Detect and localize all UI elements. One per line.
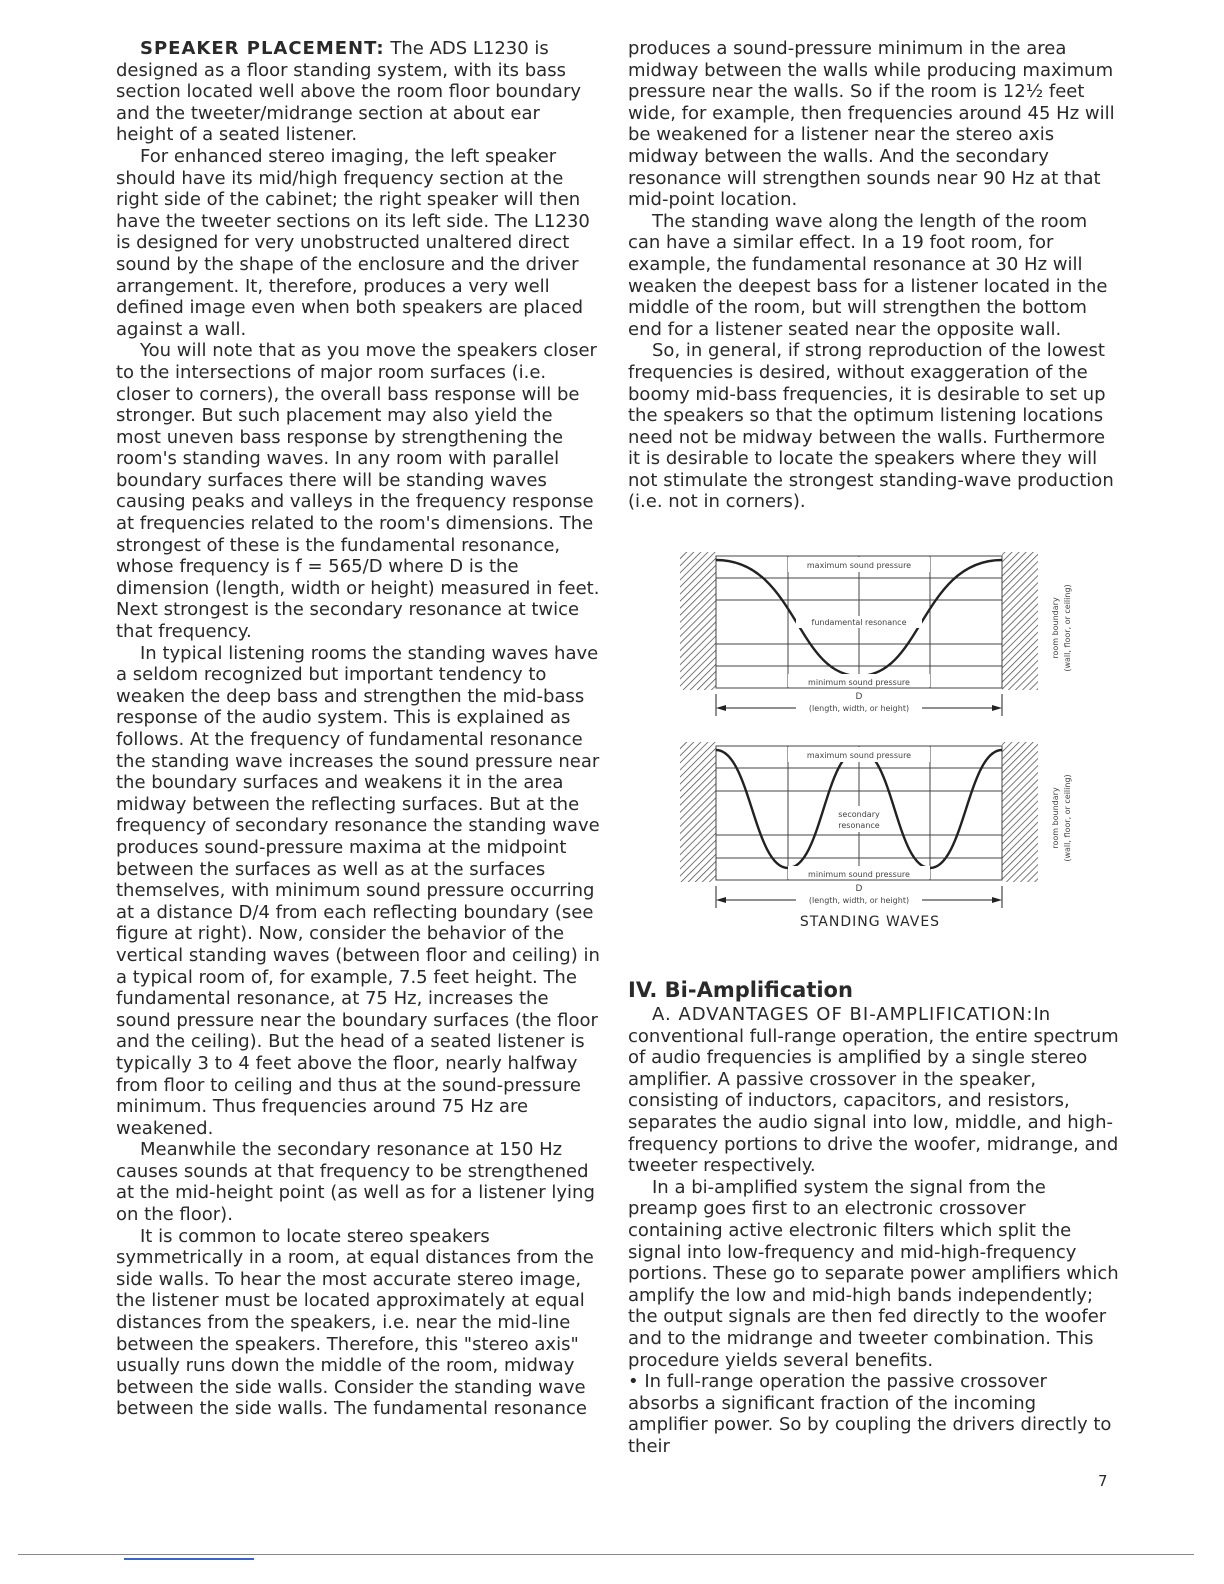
- left-wall-hatch: [680, 552, 716, 690]
- paragraph: Meanwhile the secondary resonance at 150 Hz causes sounds at that frequency to be strengthened at the mid-height point (as well as for a listener lying on the floor).: [116, 1139, 595, 1226]
- boundary-type-label: (wall, floor, or ceiling): [1063, 584, 1072, 672]
- right-wall-hatch: [1002, 742, 1038, 882]
- paragraph-advantages: A. ADVANTAGES OF BI-AMPLIFICATION:In conventional full-range operation, the entire spectrum of audio frequencies is amplified by a single stereo amplifier. A passive crossover in the speaker, consisting of inductors, capacitors, and resistors, separates the audio signal into low, middle, and high-frequency portions to drive the woofer, midrange, and tweeter respectively.: [628, 1004, 1119, 1177]
- dimension-d-label: D: [855, 692, 863, 702]
- paragraph: In a bi-amplified system the signal from the preamp goes first to an electronic crossover containing active electronic filters which split the signal into low-frequency and mid-high-frequency portions. These go to separate power amplifiers which amplify the low and mid-high bands independently; the output signals are then fed directly to the woofer and to the midrange and tweeter combination. This procedure yields several benefits.: [628, 1176, 1119, 1371]
- standing-wave-fundamental-diagram: [676, 548, 1076, 718]
- left-column: [116, 38, 600, 1420]
- section-lead-speaker-placement: SPEAKER PLACEMENT:: [140, 38, 385, 59]
- bullet-item: • In full-range operation the passive crossover absorbs a significant fraction of the incoming amplifier power. So by coupling the drivers directly to their: [628, 1371, 1112, 1457]
- left-wall-hatch: [680, 742, 716, 882]
- dimension-label: (length, width, or height): [808, 704, 910, 713]
- min-pressure-label: minimum sound pressure: [808, 678, 910, 687]
- paragraph: You will note that as you move the speakers closer to the intersections of major room surfaces (i.e. closer to corners), the overall bass response will be stronger. But such placement may also yield the most uneven bass response by strengthening the room's standing waves. In any room with parallel boundary surfaces there will be standing waves causing peaks and valleys in the frequency response at frequencies related to the room's dimensions. The strongest of these is the fundamental resonance, whose frequency is f = 565/D where D is the dimension (length, width or height) measured in feet. Next strongest is the secondary resonance at twice that frequency.: [116, 340, 600, 643]
- right-column-top: [628, 38, 1120, 513]
- paragraph: So, in general, if strong reproduction of the lowest frequencies is desired, without exaggeration of the boomy mid-bass frequencies, it is desirable to set up the speakers so that the optimum listening locations need not be midway between the walls. Furthermore it is desirable to locate the speakers where they will not stimulate the strongest standing-wave production (i.e. not in corners).: [628, 340, 1114, 513]
- figure-caption: STANDING WAVES: [799, 914, 941, 930]
- paragraph: For enhanced stereo imaging, the left speaker should have its mid/high frequency section at the right side of the cabinet; the right speaker will then have the tweeter sections on its left side. The L1230 is designed for very unobstructed unaltered direct sound by the shape of the enclosure and the driver arrangement. It, therefore, produces a very well defined image even when both speakers are placed against a wall.: [116, 145, 590, 340]
- paragraph: The standing wave along the length of the room can have a similar effect. In a 19 foot room, for example, the fundamental resonance at 30 Hz will weaken the deepest bass for a listener located in the middle of the room, but will strengthen the bottom end for a listener seated near the opposite wall.: [628, 210, 1108, 340]
- paragraph-speaker-placement: SPEAKER PLACEMENT: The ADS L1230 is designed as a floor standing system, with its bass section located well above the room floor boundary and the tweeter/midrange section at about ear height of a seated listener.: [116, 38, 582, 146]
- footer-rule: [18, 1554, 1194, 1555]
- dimension-d-label: D: [855, 884, 863, 894]
- min-pressure-label: minimum sound pressure: [808, 870, 910, 879]
- paragraph: produces a sound-pressure minimum in the area midway between the walls while producing maximum pressure near the walls. So if the room is 12½ feet wide, for example, then frequencies around 45 Hz will be weakened for a listener near the stereo axis midway between the walls. And the secondary resonance will strengthen sounds near 90 Hz at that mid-point location.: [628, 38, 1115, 211]
- right-wall-hatch: [1002, 552, 1038, 690]
- standing-wave-secondary-diagram: [676, 738, 1076, 910]
- page-number: 7: [1098, 1472, 1108, 1490]
- subsection-lead: A. ADVANTAGES OF BI-AMPLIFICATION:: [652, 1004, 1034, 1025]
- room-boundary-label: room boundary: [1051, 787, 1060, 849]
- max-pressure-label: maximum sound pressure: [806, 561, 912, 570]
- paragraph: In typical listening rooms the standing waves have a seldom recognized but important tendency to weaken the deep bass and strengthen the mid-bass response of the audio system. This is explained as follows. At the frequency of fundamental resonance the standing wave increases the sound pressure near the boundary surfaces and weakens it in the area midway between the reflecting surfaces. But at the frequency of secondary resonance the standing wave produces sound-pressure maxima at the midpoint between the surfaces as well as at the surfaces themselves, with minimum sound pressure occurring at a distance D/4 from each reflecting boundary (see figure at right). Now, consider the behavior of the vertical standing waves (between floor and ceiling) in a typical room of, for example, 7.5 feet height. The fundamental resonance, at 75 Hz, increases the sound pressure near the boundary surfaces (the floor and the ceiling). But the head of a seated listener is typically 3 to 4 feet above the floor, nearly halfway from floor to ceiling and thus at the sound-pressure minimum. Thus frequencies around 75 Hz are weakened.: [116, 642, 600, 1139]
- right-column-bottom: [628, 1004, 1120, 1457]
- section-heading: IV. Bi-Amplification: [628, 978, 853, 1002]
- max-pressure-label: maximum sound pressure: [806, 751, 912, 760]
- resonance-label: resonance: [838, 821, 880, 830]
- paragraph: It is common to locate stereo speakers symmetrically in a room, at equal distances from the side walls. To hear the most accurate stereo image, the listener must be located approximately at equal distances from the speakers, i.e. near the mid-line between the speakers. Therefore, this "stereo axis" usually runs down the middle of the room, midway between the side walls. Consider the standing wave between the side walls. The fundamental resonance: [116, 1225, 594, 1420]
- room-boundary-label: room boundary: [1051, 597, 1060, 659]
- boundary-type-label: (wall, floor, or ceiling): [1063, 774, 1072, 862]
- footer-accent-rule: [124, 1558, 254, 1560]
- secondary-label: secondary: [838, 810, 880, 819]
- dimension-label: (length, width, or height): [808, 896, 910, 905]
- fundamental-resonance-label: fundamental resonance: [811, 618, 907, 627]
